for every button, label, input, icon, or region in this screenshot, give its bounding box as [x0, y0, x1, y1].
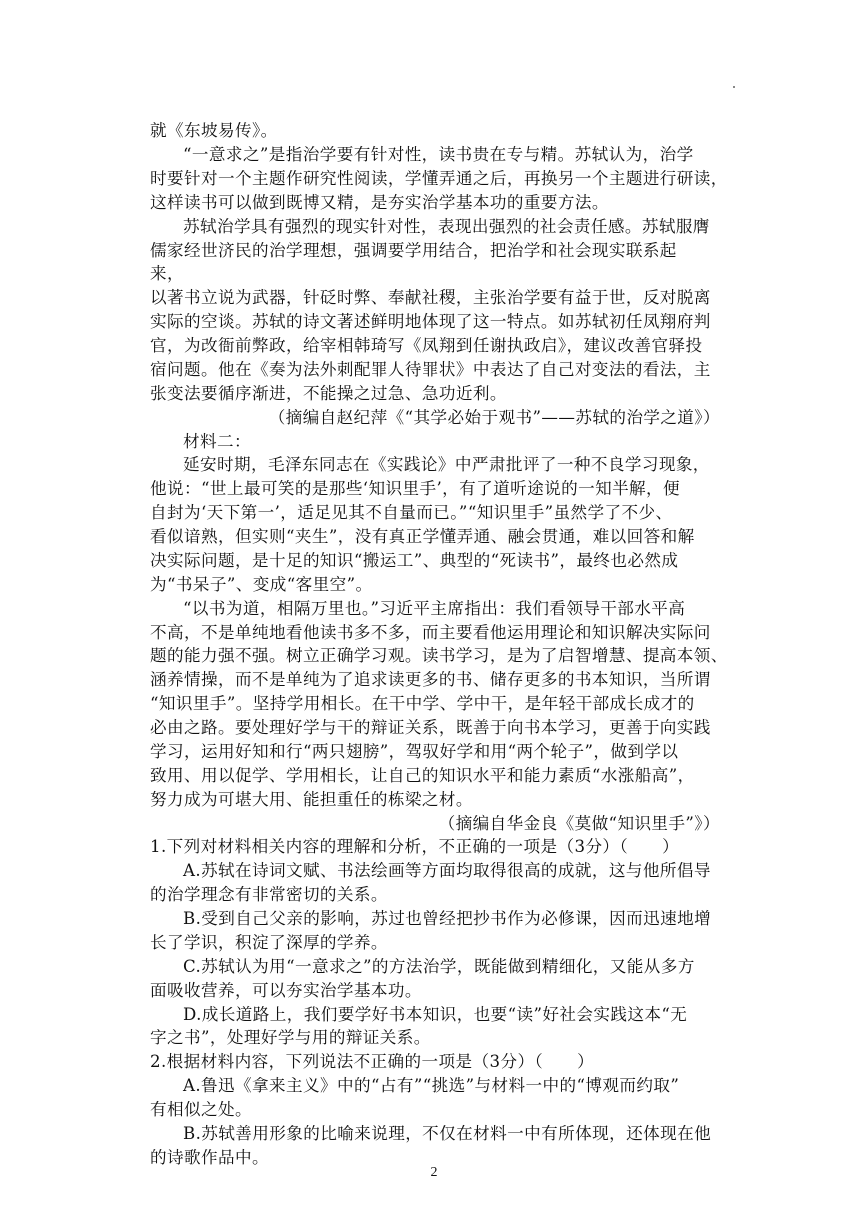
text-line: 长了学识，积淀了深厚的学养。 [150, 933, 388, 952]
text-line: 延安时期，毛泽东同志在《实践论》中严肃批评了一种不良学习现象， [183, 455, 710, 474]
text-line: 面吸收营养，可以夯实治学基本功。 [150, 981, 422, 1000]
answer-option: D.成长道路上，我们要学好书本知识，也要“读”好社会实践这本“无 [183, 1005, 688, 1024]
text-line: 必由之路。要处理好学与干的辩证关系，既善于向书本学习，更善于向实践 [150, 718, 711, 737]
text-line: 就《东坡易传》。 [150, 121, 278, 140]
text-line: 题的能力强不强。树立正确学习观。读书学习，是为了启智增慧、提高本领、 [150, 646, 728, 665]
text-line: 官，为改衙前弊政，给宰相韩琦写《凤翔到任谢执政启》，建议改善官驿投 [150, 336, 703, 355]
text-line: 努力成为可堪大用、能担重任的栋梁之材。 [150, 790, 473, 809]
text-line: 学习，运用好知和行“两只翅膀”，驾驭好学和用“两个轮子”，做到学以 [150, 742, 679, 761]
page-number: 2 [430, 1165, 438, 1180]
text-line: 儒家经世济民的治学理想，强调要学用结合，把治学和社会现实联系起 [150, 241, 677, 260]
question-stem: 1.下列对材料相关内容的理解和分析，不正确的一项是（3分）（ ） [150, 837, 680, 856]
answer-option: B.受到自己父亲的影响，苏过也曾经把抄书作为必修课，因而迅速地增 [183, 909, 712, 928]
text-line: 自封为‘天下第一’，适足见其不自量而已。”“知识里手”虽然学了不少、 [150, 503, 673, 522]
text-line: 他说：“世上最可笑的是那些‘知识里手’，有了道听途说的一知半解，便 [150, 479, 681, 498]
text-line: 不高，不是单纯地看他读书多不多，而主要看他运用理论和知识解决实际问 [150, 623, 711, 642]
answer-option: A.鲁迅《拿来主义》中的“占有”“挑选”与材料一中的“博观而约取” [183, 1076, 680, 1095]
text-line: 来， [150, 264, 184, 283]
source-citation: （摘编自华金良《莫做“知识里手”》） [438, 814, 720, 833]
text-line: 的诗歌作品中。 [150, 1148, 269, 1167]
text-line: 苏轼治学具有强烈的现实针对性，表现出强烈的社会责任感。苏轼服膺 [183, 217, 710, 236]
text-line: 涵养情操，而不是单纯为了追求读更多的书、储存更多的书本知识，当所谓 [150, 670, 711, 689]
question-stem: 2.根据材料内容，下列说法不正确的一项是（3分）（ ） [150, 1052, 595, 1071]
text-line: “以书为道，相隔万里也。”习近平主席指出：我们看领导干部水平高 [183, 599, 686, 618]
text-line: 宿问题。他在《奏为法外刺配罪人待罪状》中表达了自己对变法的看法，主 [150, 360, 711, 379]
text-line: 看似谙熟，但实则“夹生”，没有真正学懂弄通、融会贯通，难以回答和解 [150, 527, 695, 546]
text-line: 实际的空谈。苏轼的诗文著述鲜明地体现了这一特点。如苏轼初任凤翔府判 [150, 312, 711, 331]
text-line: 的治学理念有非常密切的关系。 [150, 885, 388, 904]
text-line: 决实际问题，是十足的知识“搬运工”、典型的“死读书”，最终也必然成 [150, 551, 679, 570]
text-line: 为“书呆子”、变成“客里空”。 [150, 575, 373, 594]
text-line: 致用、用以促学、学用相长，让自己的知识水平和能力素质“水涨船高”， [150, 766, 695, 785]
text-line: 这样读书可以做到既博又精，是夯实治学基本功的重要方法。 [150, 193, 609, 212]
text-line: 张变法要循序渐进，不能操之过急、急功近利。 [150, 384, 507, 403]
answer-option: B.苏轼善用形象的比喻来说理，不仅在材料一中有所体现，还体现在他 [183, 1124, 712, 1143]
text-line: “知识里手”。坚持学用相长。在干中学、学中干，是年轻干部成长成才的 [150, 694, 695, 713]
section-heading: 材料二： [183, 432, 251, 451]
scan-speck [733, 86, 735, 88]
text-line: 字之书”，处理好学与用的辩证关系。 [150, 1028, 431, 1047]
answer-option: A.苏轼在诗词文赋、书法绘画等方面均取得很高的成就，这与他所倡导 [183, 861, 711, 880]
text-line: “一意求之”是指治学要有针对性，读书贵在专与精。苏轼认为，治学 [183, 145, 694, 164]
source-citation: （摘编自赵纪萍《“其学必始于观书”——苏轼的治学之道》） [268, 408, 720, 427]
text-line: 有相似之处。 [150, 1100, 252, 1119]
text-line: 以著书立说为武器，针砭时弊、奉献社稷，主张治学要有益于世，反对脱离 [150, 288, 711, 307]
text-line: 时要针对一个主题作研究性阅读，学懂弄通之后，再换另一个主题进行研读， [150, 169, 728, 188]
answer-option: C.苏轼认为用“一意求之”的方法治学，既能做到精细化，又能从多方 [183, 957, 695, 976]
